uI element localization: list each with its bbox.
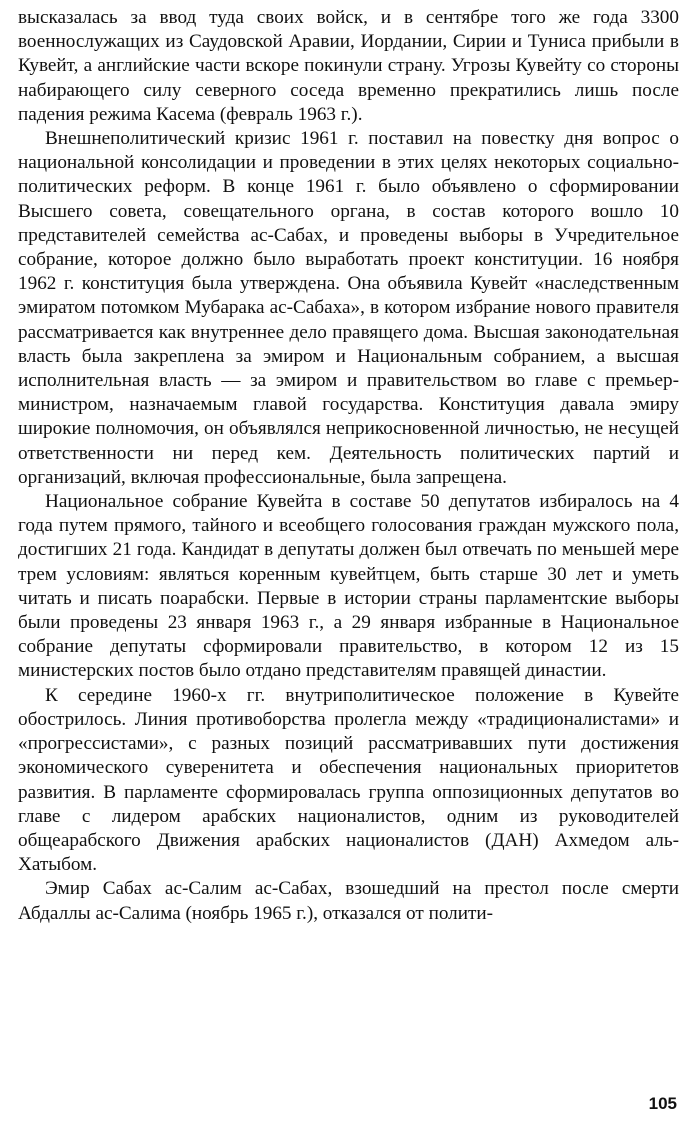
page-number: 105 [648,1094,677,1113]
paragraph-3: Национальное собрание Кувейта в составе 50 депутатов избиралось на 4 года путем прямого, тайного и всеобщего голосования граждан мужского пола, достигших 21 года. Кандидат в депутаты должен был отвечать по меньшей мере трем условиям: являться коренным кувейтцем, быть старше 30 лет и уметь читать и писать поарабски. Первые в истории страны парламентские выборы были проведены 23 января 1963 г., а 29 января избранные в Национальное собрание депутаты сформировали правительство, в котором 12 из 15 министерских постов было отдано представителям правящей династии. [18,491,679,682]
text-body [18,6,679,926]
paragraph-2: Внешнеполитический кризис 1961 г. поставил на повестку дня вопрос о национальной консолидации и проведении в этих целях некоторых социально-политических реформ. В конце 1961 г. было объявлено о сформировании Высшего совета, совещательного органа, в состав которого вошло 10 представителей семейства ас-Сабах, и проведены выборы в Учредительное собрание, которое должно было выработать проект конституции. 16 ноября 1962 г. конституция была утверждена. Она объявила Кувейт «наследственным эмиратом потомком Мубарака ас-Сабаха», в котором избрание нового правителя рассматривается как внутреннее дело правящего дома. Высшая законодательная власть была закреплена за эмиром и Национальным собранием, а высшая исполнительная власть — за эмиром и правительством во главе с премьер-министром, назначаемым главой государства. Конституция давала эмиру широкие полномочия, он объявлялся неприкосновенной личностью, не несущей ответственности ни перед кем. Деятельность политических партий и организаций, включая профессиональные, была запрещена. [18,128,679,488]
paragraph-1: высказалась за ввод туда своих войск, и в сентябре того же года 3300 военнослужащих из Саудовской Аравии, Иордании, Сирии и Туниса прибыли в Кувейт, а английские части вскоре покинули страну. Угрозы Кувейту со стороны набирающего силу северного соседа временно прекратились лишь после падения режима Касема (февраль 1963 г.). [18,7,679,125]
paragraph-5: Эмир Сабах ас-Салим ас-Сабах, взошедший на престол после смерти Абдаллы ас-Салима (ноябрь 1965 г.), отказался от полити- [18,878,679,924]
paragraph-4: К середине 1960-х гг. внутриполитическое положение в Кувейте обострилось. Линия противоборства пролегла между «традиционалистами» и «прогрессистами», с разных позиций рассматривавших пути достижения экономического суверенитета и обеспечения национальных приоритетов развития. В парламенте сформировалась группа оппозиционных депутатов во главе с лидером арабских националистов, одним из руководителей общеарабского Движения арабских националистов (ДАН) Ахмедом аль-Хатыбом. [18,684,679,876]
